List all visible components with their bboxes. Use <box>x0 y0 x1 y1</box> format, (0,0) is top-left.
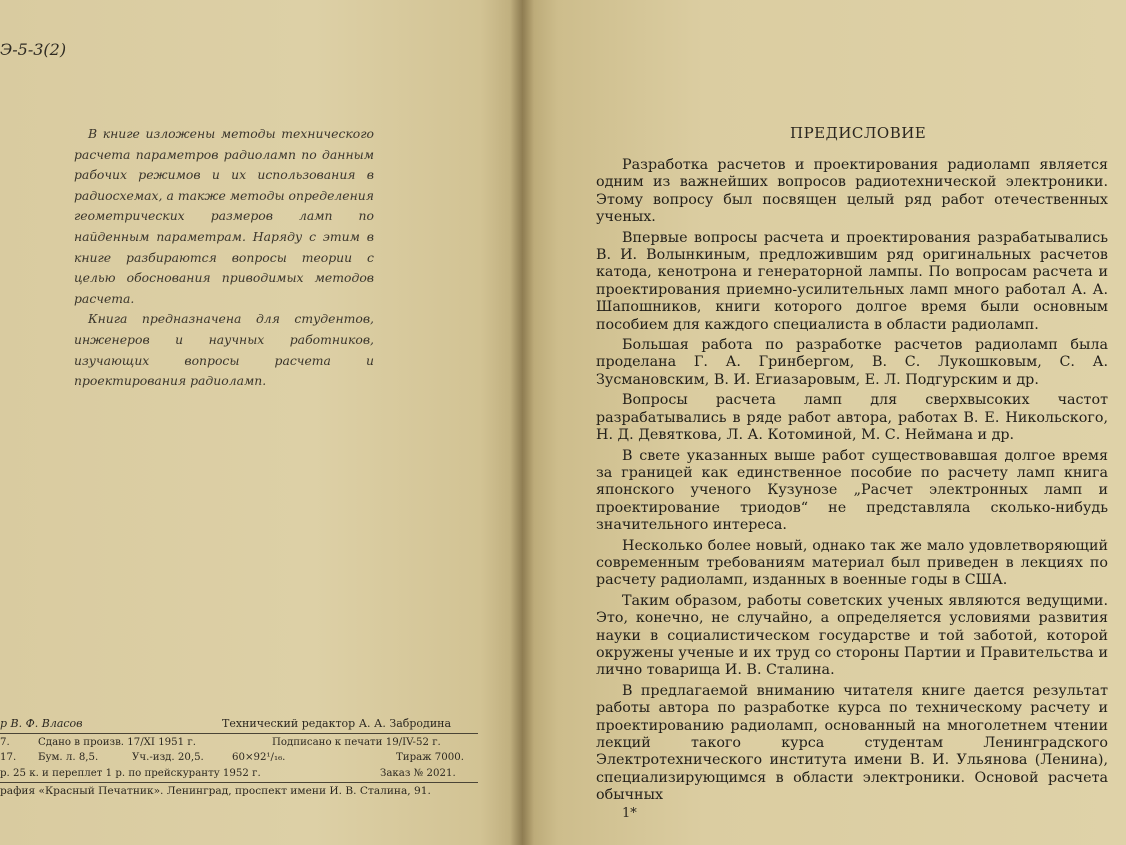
printer: рафия «Красный Печатник». Ленинград, проспект имени И. В. Сталина, 91. <box>0 785 431 797</box>
preface-paragraph: Несколько более новый, однако так же мало удовлетворяющий современным требованиям материал был приведен в лекциях по расчету радиоламп, изданных в военные годы в США. <box>596 537 1108 589</box>
preface-paragraph: В свете указанных выше работ существовавшая долгое время за границей как единственное пособие по расчету ламп книга японского ученого Кузунозе „Расчет электронных ламп и проектирование триодов“ не представляла сколько-нибудь значительного интереса. <box>596 447 1108 534</box>
imprint-printer-row <box>0 784 478 800</box>
imprint-sheets-row <box>0 750 478 766</box>
format: 60×92¹/₁₆. <box>232 752 286 763</box>
imprint-editors-row <box>0 716 478 732</box>
preface-paragraph: Таким образом, работы советских ученых являются ведущими. Это, конечно, не случайно, а определяется условиями развития науки в социалистическом государстве и той заботой, которой окружены ученые и их труд со стороны Партии и Правительства и лично товарища И. В. Сталина. <box>596 592 1108 679</box>
editor: р В. Ф. Власов <box>0 717 83 730</box>
signed-to-print: Подписано к печати 19/IV-52 г. <box>272 736 441 748</box>
bbk-code: Э-5-3(2) <box>0 40 67 59</box>
signature-mark: 1* <box>622 806 637 821</box>
imprint-dates-row <box>0 735 478 751</box>
paper-sheets: Бум. л. 8,5. <box>38 752 99 763</box>
tech-editor: Технический редактор А. А. Забродина <box>222 717 452 730</box>
imprint-block <box>0 716 478 800</box>
imprint-rule <box>0 733 478 734</box>
preface-title: ПРЕДИСЛОВИЕ <box>790 124 927 142</box>
sent-code: 7. <box>0 736 10 748</box>
preface-paragraph: Большая работа по разработке расчетов радиоламп была проделана Г. А. Гринбергом, В. С. Лукошковым, С. А. Зусмановским, В. И. Егиазаровым, Е. Л. Подгурским и др. <box>596 337 1108 388</box>
imprint-rule <box>0 782 478 783</box>
preface-paragraph: В предлагаемой вниманию читателя книге дается результат работы автора по разработке курса по техническому расчету и проектированию радиоламп, основанный на многолетнем чтении лекций такого курса студентам Ленинградского Электротехнического института имени В. И. Ульянова (Ленина), специализирующимся в области электроники. Основой расчета обычных <box>596 682 1108 804</box>
book-gutter <box>510 0 534 845</box>
preface-paragraph: Вопросы расчета ламп для сверхвысоких частот разрабатывались в ряде работ автора, работах В. Е. Никольского, Н. Д. Девяткова, Л. А. Котоминой, М. С. Неймана и др. <box>596 392 1108 444</box>
left-page <box>0 0 522 845</box>
preface-text <box>596 157 1108 808</box>
order-number: Заказ № 2021. <box>380 767 456 779</box>
annotation-paragraph: В книге изложены методы технического расчета параметров радиоламп по данным рабочих режимов и их использования в радиосхемах, а также методы определения геометрических размеров ламп по найденным параметрам. Наряду с этим в книге разбираются вопросы теории с целью обоснования приводимых методов расчета. <box>74 126 374 306</box>
preface-paragraph: Впервые вопросы расчета и проектирования разрабатывались В. И. Волынкиным, предложившим ряд оригинальных расчетов катода, кенотрона и генераторной лампы. По вопросам расчета и проектирования приемно-усилительных ламп много работал А. А. Шапошников, книги которого долгое время были основным пособием для каждого специалиста в области радиоламп. <box>596 229 1108 333</box>
sent-to-production: Сдано в произв. 17/XI 1951 г. <box>38 736 196 748</box>
publishing-sheets: Уч.-изд. 20,5. <box>132 752 204 763</box>
imprint-price-row <box>0 766 478 782</box>
book-annotation <box>74 124 374 392</box>
print-run: Тираж 7000. <box>396 752 464 763</box>
preface-paragraph: Разработка расчетов и проектирования радиоламп является одним из важнейших вопросов радиотехнической электроники. Этому вопросу был посвящен целый ряд работ отечественных ученых. <box>596 157 1108 226</box>
sheets-code: 17. <box>0 752 17 763</box>
price: р. 25 к. и переплет 1 р. по прейскуранту 1952 г. <box>0 767 261 779</box>
annotation-paragraph: Книга предназначена для студентов, инженеров и научных работников, изучающих вопросы расчета и проектирования радиоламп. <box>74 311 374 389</box>
